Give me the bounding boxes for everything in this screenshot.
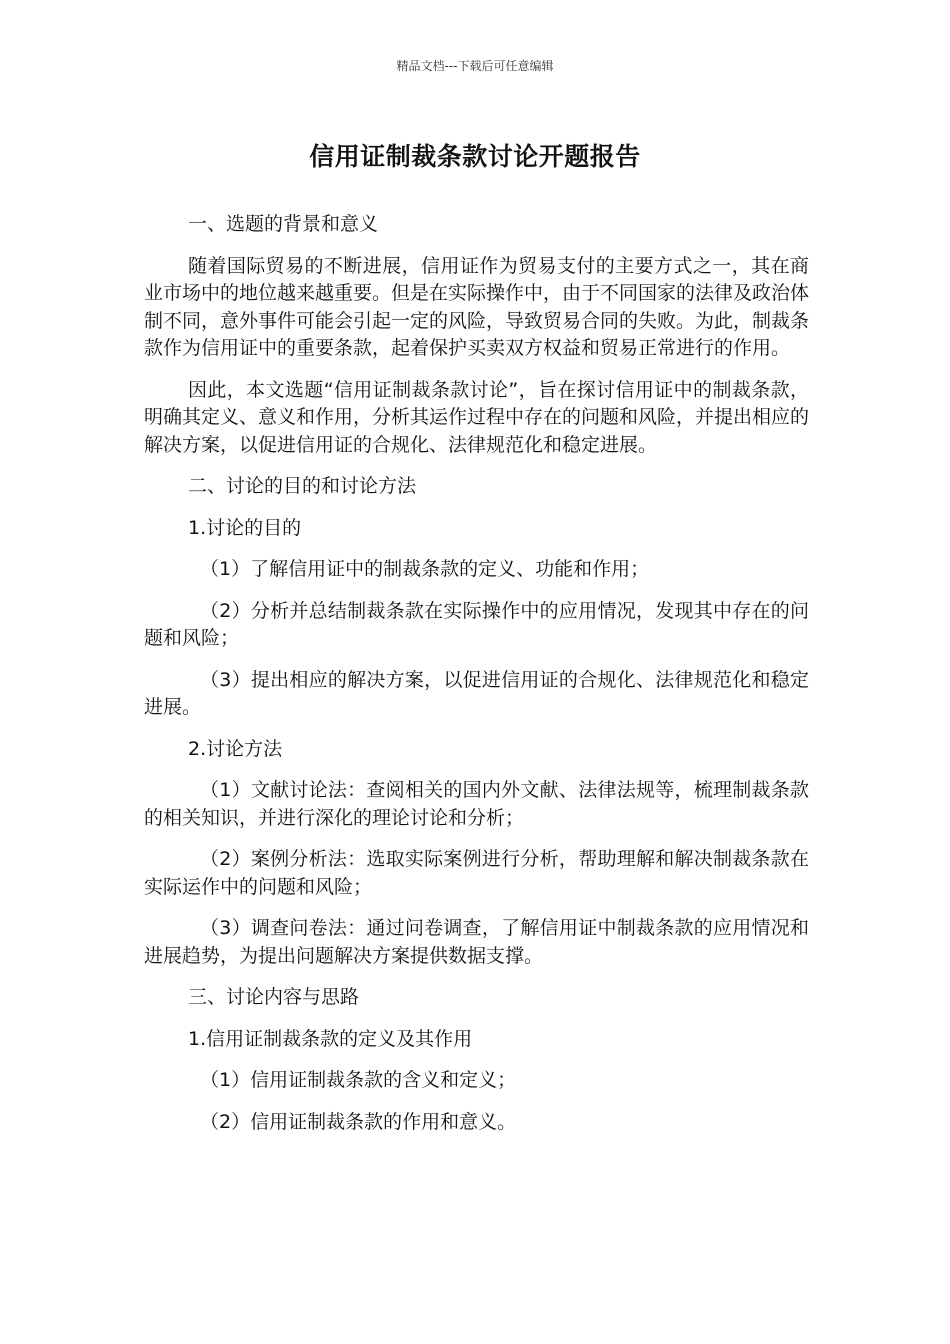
section-heading-content-approach: 三、讨论内容与思路 (188, 986, 360, 1008)
list-item-role: （2）信用证制裁条款的作用和意义。 (200, 1110, 517, 1133)
page-header-note: 精品文档---下载后可任意编辑 (396, 59, 554, 73)
subheading-definition-role: 1.信用证制裁条款的定义及其作用 (188, 1027, 473, 1050)
list-item-method-3: （3）调查问卷法：通过问卷调查，了解信用证中制裁条款的应用情况和进展趋势，为提出问题解决方案提供数据支撑。 (144, 917, 809, 967)
section-heading-objectives-methods: 二、讨论的目的和讨论方法 (188, 475, 417, 497)
list-item-objective-2: （2）分析并总结制裁条款在实际操作中的应用情况，发现其中存在的问题和风险； (144, 599, 809, 649)
list-item-objective-1: （1）了解信用证中的制裁条款的定义、功能和作用； (200, 558, 650, 580)
subheading-objectives: 1.讨论的目的 (188, 516, 302, 539)
paragraph-background: 随着国际贸易的不断进展，信用证作为贸易支付的主要方式之一，其在商业市场中的地位越来越重要。但是在实际操作中，由于不同国家的法律及政治体制不同，意外事件可能会引起一定的风险，导致贸易合同的失败。为此，制裁条款作为信用证中的重要条款，起着保护买卖双方权益和贸易正常进行的作用。 (144, 254, 810, 359)
list-item-method-2: （2）案例分析法：选取实际案例进行分析，帮助理解和解决制裁条款在实际运作中的问题和风险； (144, 848, 809, 898)
document-title: 信用证制裁条款讨论开题报告 (309, 142, 641, 171)
list-item-definition: （1）信用证制裁条款的含义和定义； (200, 1069, 517, 1091)
section-heading-background: 一、选题的背景和意义 (188, 213, 379, 235)
paragraph-topic-purpose: 因此，本文选题“信用证制裁条款讨论”，旨在探讨信用证中的制裁条款，明确其定义、意义和作用，分析其运作过程中存在的问题和风险，并提出相应的解决方案，以促进信用证的合规化、法律规范化和稳定进展。 (144, 378, 810, 456)
list-item-method-1: （1）文献讨论法：查阅相关的国内外文献、法律法规等，梳理制裁条款的相关知识，并进行深化的理论讨论和分析； (144, 779, 809, 829)
document-body (144, 211, 809, 1150)
subheading-methods: 2.讨论方法 (188, 737, 283, 760)
list-item-objective-3: （3）提出相应的解决方案，以促进信用证的合规化、法律规范化和稳定进展。 (144, 668, 809, 718)
